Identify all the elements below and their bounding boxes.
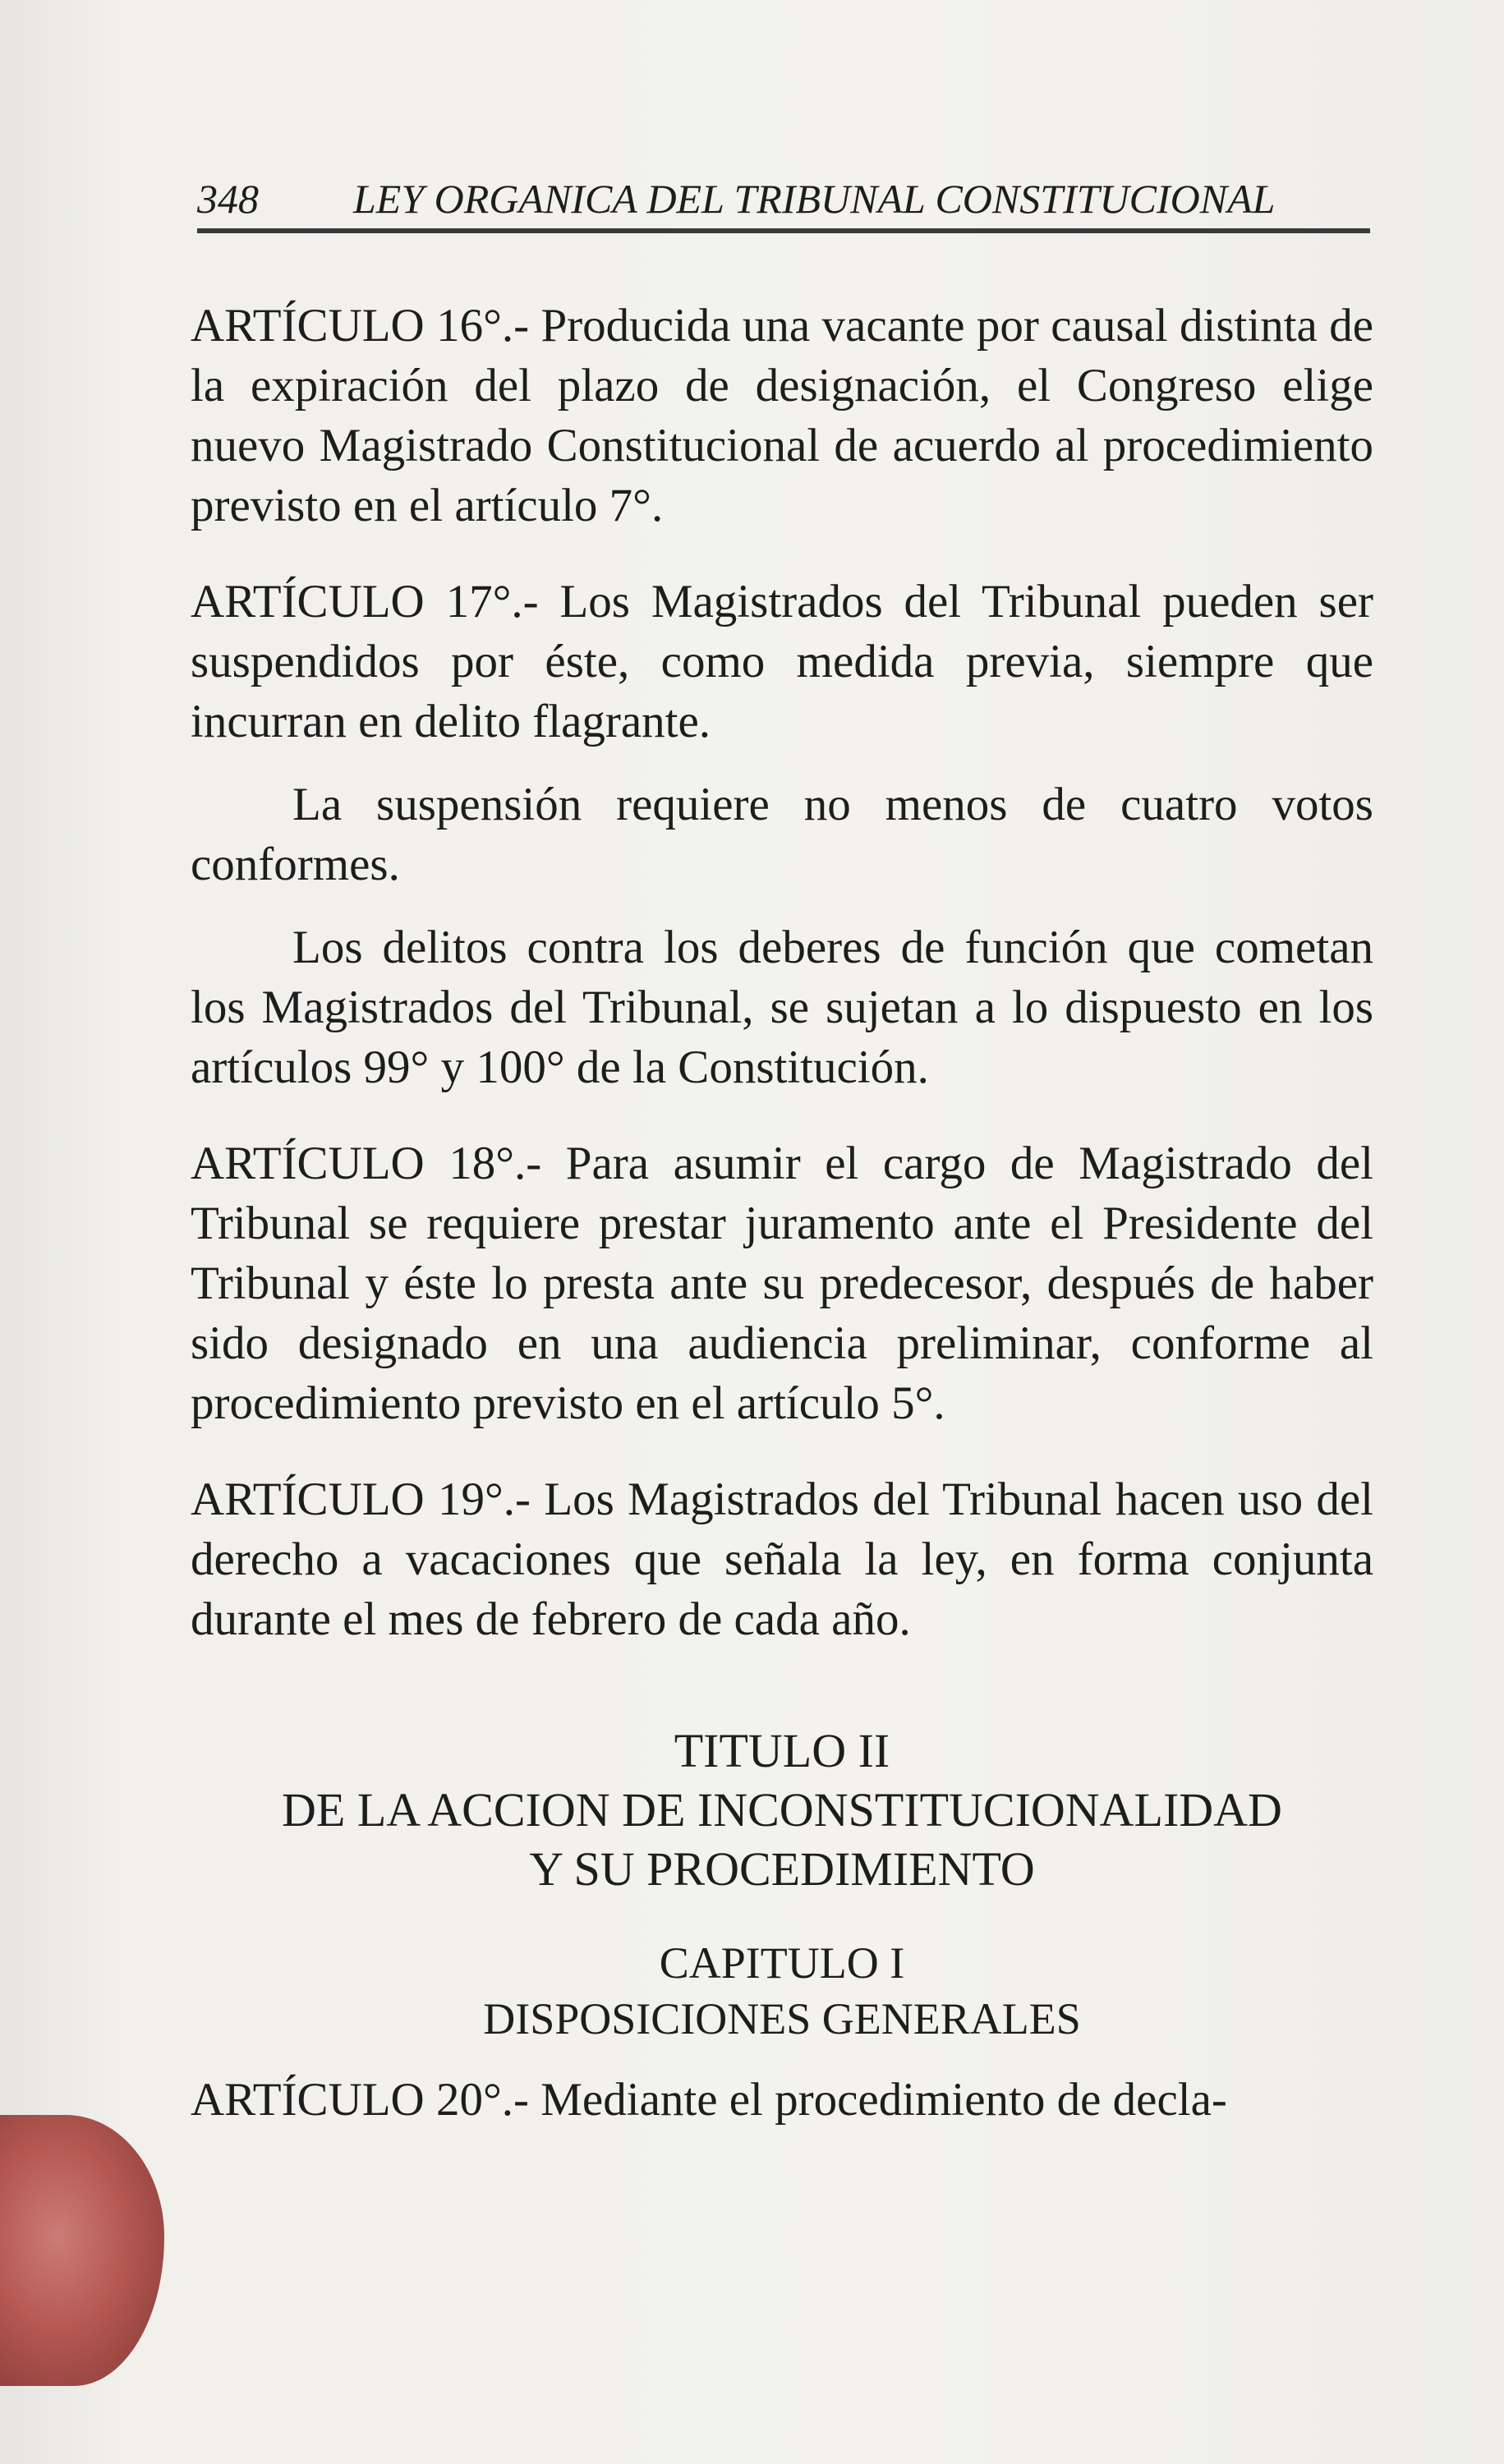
- thumb-image: [0, 2115, 164, 2386]
- title-label: TITULO II: [674, 1724, 890, 1777]
- chapter-label: CAPITULO I: [659, 1938, 905, 1988]
- article-19: ARTÍCULO 19°.- Los Magistrados del Tribunal hacen uso del derecho a vacaciones que señala la ley, en forma conjunta durante el mes de febrero de cada año.: [191, 1473, 1373, 1645]
- article-20: ARTÍCULO 20°.- Mediante el procedimiento de decla-: [191, 2074, 1227, 2126]
- article-17: ARTÍCULO 17°.- Los Magistrados del Tribunal pueden ser suspendidos por éste, como medida previa, siempre que incurran en delito flagrante.: [191, 576, 1373, 747]
- article-16: ARTÍCULO 16°.- Producida una vacante por causal distinta de la expiración del plazo de designación, el Congreso elige nuevo Magistrado Constitucional de acuerdo al procedimiento previsto en el artículo 7°.: [191, 300, 1373, 531]
- title-line-1: DE LA ACCION DE INCONSTITUCIONALIDAD: [282, 1783, 1282, 1837]
- running-header: [197, 174, 1370, 233]
- article-18: ARTÍCULO 18°.- Para asumir el cargo de Magistrado del Tribunal se requiere prestar juramento ante el Presidente del Tribunal y éste lo presta ante su predecesor, después de haber sido designado en una audiencia preliminar, conforme al procedimiento previsto en el artículo 5°.: [191, 1138, 1373, 1429]
- article-17-paragraph-2: La suspensión requiere no menos de cuatro votos conformes.: [191, 779, 1373, 890]
- title-line-2: Y SU PROCEDIMIENTO: [529, 1842, 1035, 1896]
- chapter-name: DISPOSICIONES GENERALES: [483, 1994, 1081, 2043]
- page-number: 348: [197, 176, 259, 222]
- page-body: [191, 296, 1373, 2130]
- running-title: LEY ORGANICA DEL TRIBUNAL CONSTITUCIONAL: [353, 176, 1276, 222]
- article-17-paragraph-3: Los delitos contra los deberes de función que cometan los Magistrados del Tribunal, se sujetan a lo dispuesto en los artículos 99° y 100° de la Constitución.: [191, 922, 1373, 1093]
